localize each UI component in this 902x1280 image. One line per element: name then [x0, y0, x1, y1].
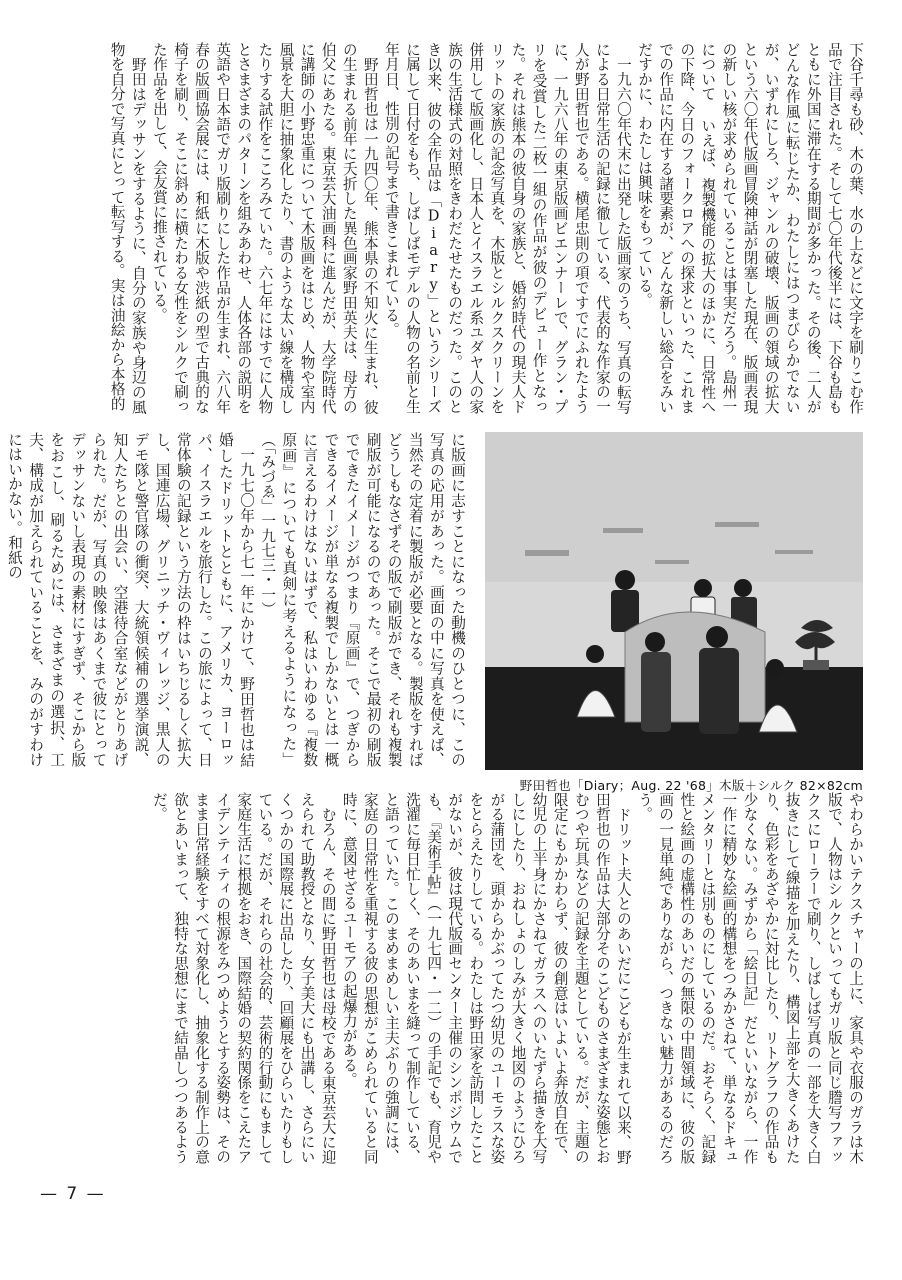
article-text-top — [36, 42, 866, 414]
artwork-photo — [485, 432, 863, 770]
article-text-bottom — [36, 792, 866, 1164]
paragraph: ドリット夫人とのあいだにこどもが生まれて以来、野田哲也の作品は大部分そのこどものさまざまな姿態とおむつや玩具などの記録を主題としている。だが、主題の限定にもかかわらず、彼の創意はいよいよ奔放自在で、幼児の上半身にかさねてガラスへのいたずら描きを大写しにしたり、おねしょのしみが大きく地図のようにひろがる蒲団を、頭からかぶってたつ幼児のユーモラスな姿をとらえたりしている。わたしは野田家を訪問したことがないが、彼は現代版画センター主催のシンポジウムでも、『美術手帖』（一九七四・一二）の手記でも、育児や洗濯に毎日忙しく、そのあいまを縫って制作している、と語っていた。このまめまめしい主夫ぶりの強調には、家庭の日常性を重視する彼の思想がこめられていると同時に、意図せざるユーモアの起爆力がある。 — [340, 792, 632, 1164]
page-number: — 7 — — [40, 1184, 106, 1204]
paragraph: 一九六〇年代末に出発した版画家のうち、写真の転写による日常生活の記録に徹している、代表的な作家の一人が野田哲也である。横尾忠則の項ですでにふれたように、一九六八年の東京版画ビエンナーレで、グラン・プリを受賞した二枚一組の作品が彼のデビュー作となった。それは熊本の彼自身の家族と、婚約時代の現夫人ドリットの家族の記念写真を、木版とシルクスクリーンを併用して版画化し、日本人とイスラエル系ユダヤ人の家族の生活様式の対照をきわだたせたものだった。このとき以来、彼の全作品は「Diary」というシリーズに属して日付をもち、しばしばモデルの人物の名前と生年月日、性別の記号まで書きこまれている。 — [382, 42, 632, 414]
artwork-figure — [485, 432, 863, 794]
paragraph: 野田哲也は一九四〇年、熊本県の不知火に生まれ、彼の生まれる前年に夭折した異色画家野田英夫は、母方の伯父にあたる。東京芸大油画科に進んだが、大学院時代に講師の小野忠重について木版画をはじめ、人物や室内風景を大胆に抽象化したり、書のような太い線を構成したりする試作をこころみていた。六七年にはすでに人物とさまざまのパターンを組みあわせ、人体各部の説明を英語や日本語でガリ版刷りにした作品が生まれ、六八年春の版画協会展には、和紙に木版や渋紙の型で古典的な椅子を刷り、そこに斜めに横たわる女性をシルクで刷った作品を出して、会友賞に推されている。 — [150, 42, 379, 414]
paragraph: 一九七〇年から七一年にかけて、野田哲也は結婚したドリットとともに、アメリカ、ヨーロッパ、イスラエルを旅行した。この旅によって、日常体験の記録という方法の枠はいちじるしく拡大し、国連広場、グリニッチ・ヴィレッジ、黒人のデモ隊と警官隊の衝突、大統領候補の選挙演説、知人たちとの出会い、空港待合室などがとりあげられた。だが、写真の映像はあくまで彼にとってデッサンないし表現の素材にすぎず、そこから版をおこし、刷るためには、さまざまの選択、工夫、構成が加えられていることを、みのがすわけにはいかない。和紙の — [6, 432, 256, 767]
paragraph: 下谷千尋も砂、木の葉、水の上などに文字を刷りこむ作品で注目された。そして七〇年代後半には、下谷も島もともに外国に滞在する期間が多かった。その後、二人がどんな作風に転じたか、わたしにはつまびらかでないが、いずれにしろ、ジャンルの破壊、版画の領域の拡大という六〇年代版画冒険神話が閉塞した現在、版画表現の新しい核が求められていることは事実だろう。島州一について いえば、複製機能の拡大のほかに、日常性への下降、今日のフォークロアへの探求といった、これまでの作品に内在する諸要素が、どんな新しい総合をみいだすかに、わたしは興味をもっている。 — [636, 42, 864, 414]
paragraph: 野田はデッサンをするように、自分の家族や身辺の風物を自分で写真にとって転写する。実は油絵から本格的 — [108, 42, 147, 414]
paragraph: やわらかいテクスチャーの上に、家具や衣服のガラは木版で、人物はシルクといってもガリ版と同じ謄写ファックスにローラーで刷り、しばしば写真の一部を大きく白抜きにして線描を加えたり、構図上部を大きくあけたり、色彩をあざやかに対比したり、リトグラフの作品も少なくない。みずから「絵日記」だといいながら、一作一作に精妙な絵画的構想をつみかさねて、単なるドキュメンタリーとは別ものにしているのだ。おそらく、記録性と絵画の虚構性のあいだの無限の中間領域に、彼の版画の一見単純でありながら、つきない魅力があるのだろう。 — [636, 792, 864, 1164]
artwork-photo-illustration — [485, 432, 863, 770]
article-text-middle — [6, 432, 468, 767]
figure-caption: 野田哲也「Diary；Aug. 22 '68」木版＋シルク 82×82cm — [519, 778, 863, 793]
paragraph: むろん、その間に野田哲也は母校である東京芸大に迎えられて助教授となり、女子美大にも出講し、さらにいくつかの国際展に出品したり、回顧展をひらいたりもしている。だが、それらの社会的、芸術的行動にもまして家庭生活に根拠をおき、国際結婚の契約関係をこえたアイデンティティの根源をみつめようとする姿勢は、そのまま日常経験をすべて対象化し、抽象化する制作上の意欲とあいまって、独特な思想にまで結晶しつつあるようだ。 — [150, 792, 337, 1164]
paragraph: に版画に志すことになった動機のひとつに、この写真の応用があった。画面の中に写真を使えば、当然その定着に製版が必要となる。製版をすればどうしもなさずその版で刷版ができ、それも複製刷版が可能になるのであった。そこで最初の刷版でできたイメージがつまり『原画』で、つぎからできるイメージが単なる複製でしかないとは一概に言えるわけはないはずで、私はいわゆる『複数原画』についても真剣に考えるようになった」（「みづゑ」一九七三・一） — [259, 432, 466, 767]
